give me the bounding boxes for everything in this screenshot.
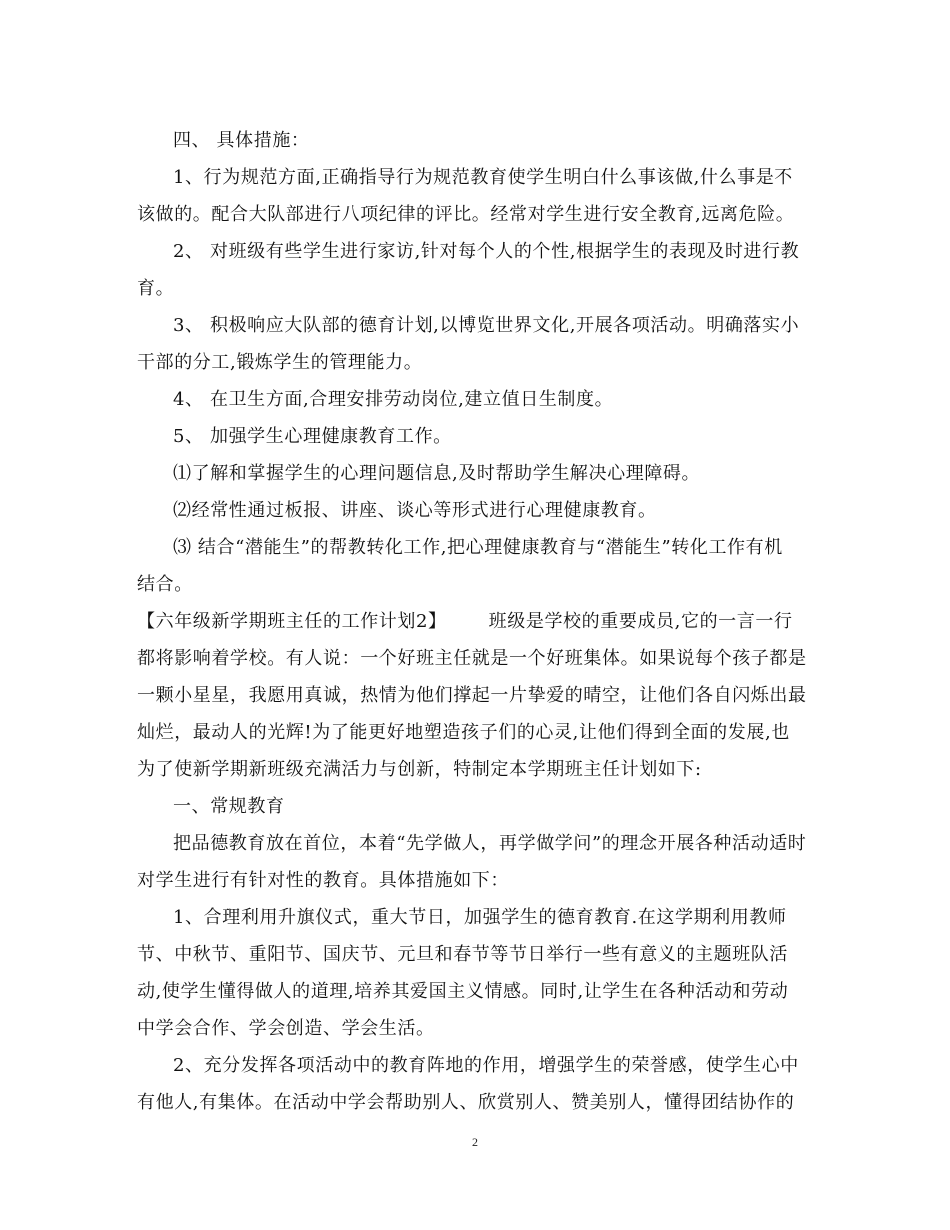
text-line: 灿烂，最动人的光辉!为了能更好地塑造孩子们的心灵,让他们得到全面的发展,也	[137, 722, 790, 743]
text-line: 为了使新学期新班级充满活力与创新，特制定本学期班主任计划如下:	[137, 759, 702, 780]
text-line: 育。	[137, 278, 175, 299]
text-line: 对学生进行有针对性的教育。具体措施如下：	[137, 870, 509, 891]
section-title: 【六年级新学期班主任的工作计划2】	[137, 611, 447, 632]
text-line: 4、 在卫生方面,合理安排劳动岗位,建立值日生制度。	[173, 389, 614, 410]
text-line: 中学会合作、学会创造、学会生活。	[137, 1018, 435, 1039]
text-line: 把品德教育放在首位，本着“先学做人，再学做学问”的理念开展各种活动适时	[173, 833, 807, 854]
text-line: 1、行为规范方面,正确指导行为规范教育使学生明白什么事该做,什么事是不	[173, 167, 793, 188]
text-line: 都将影响着学校。有人说：一个好班主任就是一个好班集体。如果说每个孩子都是	[137, 648, 807, 669]
page-number: 2	[472, 1135, 478, 1149]
text-line: 有他人,有集体。在活动中学会帮助别人、欣赏别人、赞美别人，懂得团结协作的	[137, 1092, 795, 1113]
text-line: ⑴了解和掌握学生的心理问题信息,及时帮助学生解决心理障碍。	[173, 463, 701, 484]
text-line: 节、中秋节、重阳节、国庆节、元旦和春节等节日举行一些有意义的主题班队活	[137, 944, 788, 965]
text-line: 一、常规教育	[173, 796, 285, 817]
text-line: ⑵经常性通过板报、讲座、谈心等形式进行心理健康教育。	[173, 500, 657, 521]
text-line: 3、 积极响应大队部的德育计划,以博览世界文化,开展各项活动。明确落实小	[173, 315, 800, 336]
text-line: 该做的。配合大队部进行八项纪律的评比。经常对学生进行安全教育,远离危险。	[137, 204, 795, 225]
section-intro-text: 班级是学校的重要成员,它的一言一行	[488, 611, 793, 632]
text-line: 一颗小星星，我愿用真诚，热情为他们撑起一片挚爱的晴空，让他们各自闪烁出最	[137, 685, 807, 706]
measures-section	[137, 122, 813, 603]
text-line: 5、 加强学生心理健康教育工作。	[173, 426, 452, 447]
text-line: 动,使学生懂得做人的道理,培养其爱国主义情感。同时,让学生在各种活动和劳动	[137, 981, 789, 1002]
text-line: 四、 具体措施：	[173, 130, 310, 151]
text-line: 结合。	[137, 574, 193, 595]
document-body	[137, 122, 813, 1121]
plan-section	[137, 640, 813, 1121]
text-line: 2、 对班级有些学生进行家访,针对每个人的个性,根据学生的表现及时进行教	[173, 241, 800, 262]
text-line: 1、合理利用升旗仪式，重大节日，加强学生的德育教育.在这学期利用教师	[173, 907, 787, 928]
text-line: 干部的分工,锻炼学生的管理能力。	[137, 352, 423, 373]
text-line: ⑶ 结合“潜能生”的帮教转化工作,把心理健康教育与“潜能生”转化工作有机	[173, 537, 783, 558]
section-heading-line	[137, 603, 813, 640]
text-line: 2、充分发挥各项活动中的教育阵地的作用，增强学生的荣誉感，使学生心中	[173, 1055, 799, 1076]
